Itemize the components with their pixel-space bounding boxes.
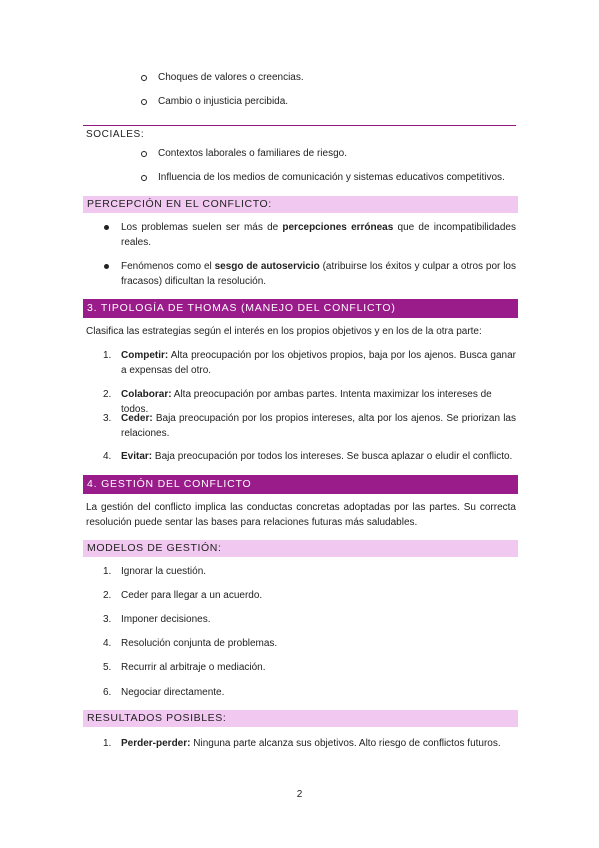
list-item: Colaborar: Alta preocupación por ambas partes. Intenta maximizar los intereses de todos.	[121, 389, 492, 415]
list-item: Contextos laborales o familiares de riesgo.	[158, 148, 347, 159]
modelos-label: MODELOS DE GESTIÓN:	[87, 542, 222, 554]
list-number: 2.	[103, 389, 112, 400]
list-number: 6.	[103, 687, 112, 698]
list-item: Ceder para llegar a un acuerdo.	[121, 590, 263, 601]
subheading-band	[83, 196, 518, 213]
list-number: 3.	[103, 413, 112, 424]
list-item: Evitar: Baja preocupación por todos los intereses. Se busca aplazar o eludir el conflicto.	[121, 451, 513, 462]
page-number: 2	[296, 789, 303, 800]
list-item: Negociar directamente.	[121, 687, 225, 698]
list-number: 3.	[103, 614, 112, 625]
list-item: Ignorar la cuestión.	[121, 566, 207, 577]
gestion-heading: 4. GESTIÓN DEL CONFLICTO	[87, 478, 252, 490]
list-item: Recurrir al arbitraje o mediación.	[121, 662, 266, 673]
thomas-heading: 3. TIPOLOGÍA DE THOMAS (MANEJO DEL CONFLICTO)	[87, 302, 396, 314]
list-number: 4.	[103, 451, 112, 462]
list-number: 1.	[103, 738, 112, 749]
list-item: Ceder: Baja preocupación por los propios intereses, alta por los ajenos. Se priorizan las relaciones.	[121, 413, 516, 439]
list-number: 2.	[103, 590, 112, 601]
paragraph: Clasifica las estrategias según el interés en los propios objetivos y en los de la otra parte:	[86, 326, 482, 337]
section-divider	[83, 125, 516, 126]
list-item: Fenómenos como el sesgo de autoservicio (atribuirse los éxitos y culpar a otros por los fracasos) dificultan la resolución.	[121, 261, 516, 287]
list-item: Perder-perder: Ninguna parte alcanza sus objetivos. Alto riesgo de conflictos futuros.	[121, 738, 501, 749]
sub-bullet-icon	[141, 99, 147, 105]
list-number: 4.	[103, 638, 112, 649]
sub-bullet-icon	[141, 175, 147, 181]
percepcion-label: PERCEPCIÓN EN EL CONFLICTO:	[87, 198, 272, 210]
list-item: Imponer decisiones.	[121, 614, 211, 625]
sub-bullet-icon	[141, 151, 147, 157]
list-item: Choques de valores o creencias.	[158, 72, 304, 83]
paragraph: La gestión del conflicto implica las conductas concretas adoptadas por las partes. Su correcta resolución puede sentar las bases para relaciones futuras más saludables.	[86, 502, 516, 528]
section-heading-band	[83, 475, 518, 494]
sub-bullet-icon	[141, 75, 147, 81]
resultados-label: RESULTADOS POSIBLES:	[87, 712, 227, 724]
subheading-band	[83, 710, 518, 727]
sociales-label: SOCIALES:	[86, 129, 145, 140]
list-number: 1.	[103, 566, 112, 577]
list-item: Resolución conjunta de problemas.	[121, 638, 278, 649]
list-item: Los problemas suelen ser más de percepciones erróneas que de incompatibilidades reales.	[121, 222, 516, 248]
section-heading-band	[83, 299, 518, 318]
list-number: 5.	[103, 662, 112, 673]
list-item: Cambio o injusticia percibida.	[158, 96, 289, 107]
list-number: 1.	[103, 350, 112, 361]
list-item: Influencia de los medios de comunicación y sistemas educativos competitivos.	[158, 172, 505, 183]
subheading-band	[83, 540, 518, 557]
list-item: Competir: Alta preocupación por los objetivos propios, baja por los ajenos. Busca ganar a expensas del otro.	[121, 350, 516, 376]
bullet-icon	[104, 264, 109, 269]
bullet-icon	[104, 225, 109, 230]
